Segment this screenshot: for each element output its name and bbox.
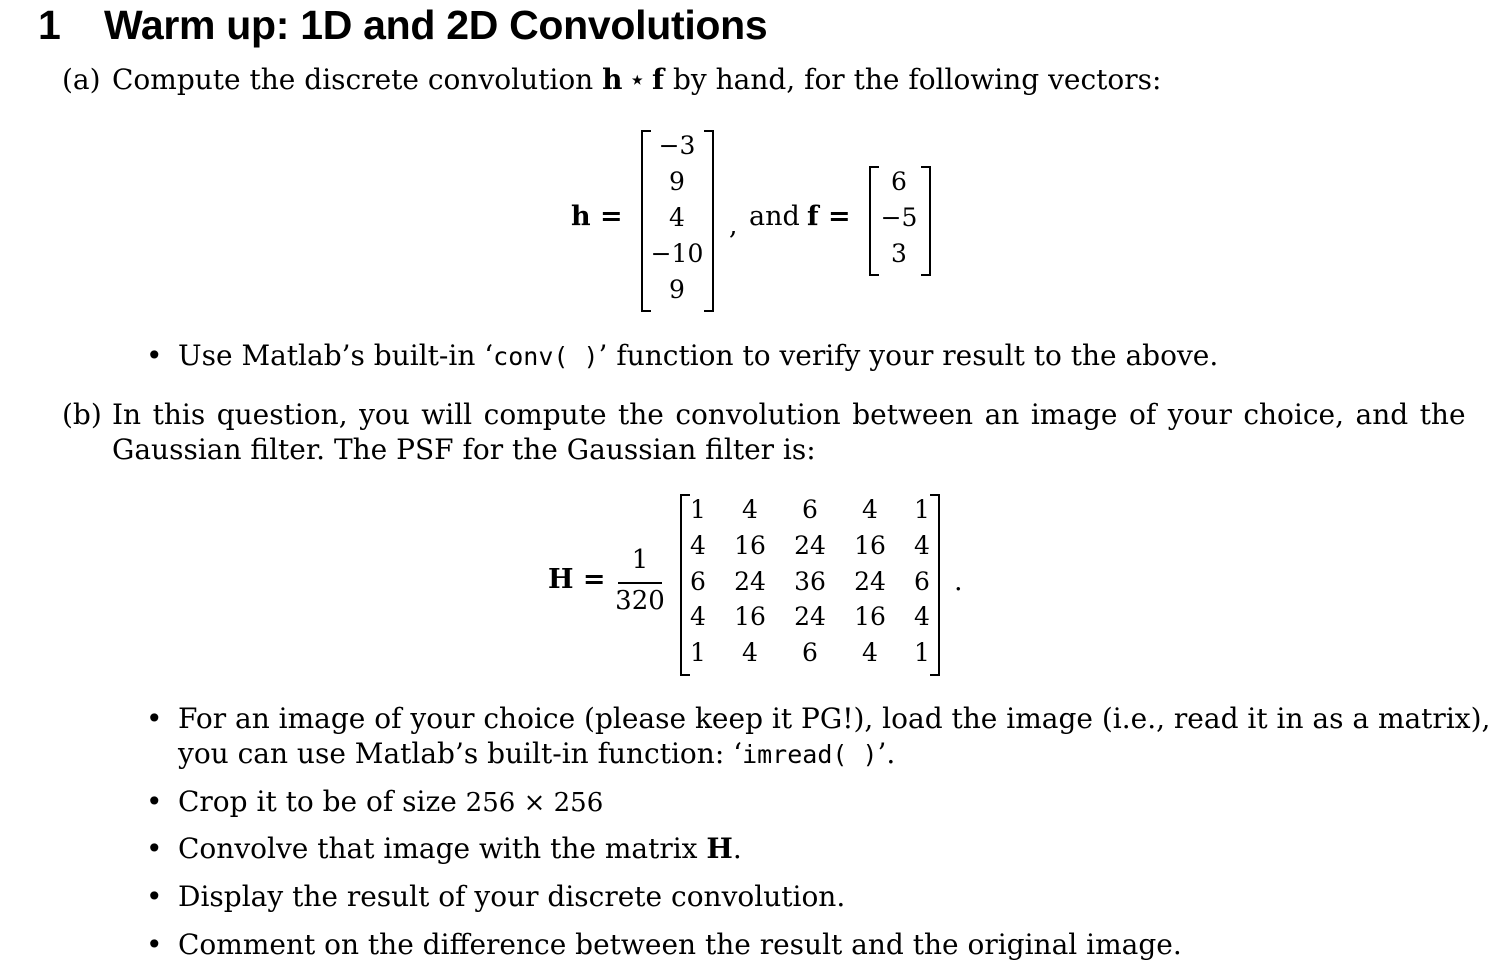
H-entry: 4: [862, 495, 878, 524]
code-imread: imread( ): [742, 740, 878, 769]
H-entry: 6: [914, 567, 930, 596]
f-entry: 3: [891, 239, 907, 268]
h-entry: 9: [669, 167, 685, 196]
f-vector-label: f =: [807, 201, 851, 232]
H-entry: 24: [734, 567, 766, 596]
H-entry: 4: [914, 602, 930, 631]
H-entry: 4: [862, 638, 878, 667]
bullet-symbol: •: [146, 880, 163, 913]
bullet-convolve: Convolve that image with the matrix H.: [178, 832, 742, 865]
fraction-numerator: 1: [631, 545, 649, 575]
h-entry: 4: [669, 203, 685, 232]
f-entry: 6: [891, 167, 907, 196]
bullet-symbol: •: [146, 832, 163, 865]
H-entry: 24: [794, 531, 826, 560]
part-a-text-after: by hand, for the following vectors:: [664, 63, 1162, 96]
H-entry: 4: [914, 531, 930, 560]
H-entry: 16: [854, 602, 886, 631]
H-entry: 6: [802, 495, 818, 524]
H-entry: 24: [854, 567, 886, 596]
code-conv: conv( ): [493, 342, 599, 371]
H-entry: 4: [742, 495, 758, 524]
math-H: H: [706, 832, 733, 865]
h-vector-label: h =: [571, 201, 623, 232]
part-a-label: (a): [62, 63, 101, 96]
H-entry: 6: [802, 638, 818, 667]
h-entry: −10: [650, 239, 704, 268]
bullet-symbol: •: [146, 339, 163, 372]
H-entry: 4: [690, 602, 706, 631]
bullet-load-image-line2: you can use Matlab’s built-in function: ‘imread( )’.: [178, 737, 896, 770]
star-operator: ⋆: [628, 63, 646, 96]
H-entry: 16: [854, 531, 886, 560]
H-entry: 4: [690, 531, 706, 560]
fraction-bar: [618, 582, 662, 584]
math-size: 256 × 256: [465, 788, 604, 818]
bullet-symbol: •: [146, 702, 163, 735]
bullet-comment: Comment on the difference between the result and the original image.: [178, 928, 1182, 961]
comma: ,: [729, 210, 738, 241]
bullet-load-image-line1: For an image of your choice (please keep it PG!), load the image (i.e., read it in as a matrix),: [178, 702, 1491, 735]
H-entry: 36: [794, 567, 826, 596]
part-a-bullet: Use Matlab’s built-in ‘conv( )’ function to verify your result to the above.: [178, 339, 1219, 372]
bullet-crop: Crop it to be of size 256 × 256: [178, 785, 604, 818]
section-title: Warm up: 1D and 2D Convolutions: [104, 2, 768, 48]
H-entry: 1: [690, 638, 706, 667]
part-b-line1: In this question, you will compute the convolution between an image of your choice, and the: [112, 398, 1466, 431]
and-text: and: [749, 201, 800, 232]
part-a-text-before: Compute the discrete convolution: [112, 63, 603, 96]
H-entry: 1: [690, 495, 706, 524]
H-entry: 1: [914, 638, 930, 667]
H-entry: 24: [794, 602, 826, 631]
math-f: f: [652, 63, 665, 96]
math-h: h: [602, 63, 623, 96]
h-entry: 9: [669, 275, 685, 304]
h-entry: −3: [658, 131, 696, 160]
fraction-denominator: 320: [615, 586, 665, 616]
H-entry: 4: [742, 638, 758, 667]
part-b-label: (b): [62, 398, 102, 431]
H-entry: 6: [690, 567, 706, 596]
H-entry: 1: [914, 495, 930, 524]
H-entry: 16: [734, 531, 766, 560]
section-number: 1: [38, 2, 61, 48]
bullet-symbol: •: [146, 785, 163, 818]
bullet-symbol: •: [146, 928, 163, 961]
H-label: H =: [548, 564, 606, 595]
H-entry: 16: [734, 602, 766, 631]
f-entry: −5: [880, 203, 918, 232]
part-b-line2: Gaussian filter. The PSF for the Gaussian filter is:: [112, 433, 816, 466]
matrix-period: .: [954, 566, 963, 597]
bullet-display: Display the result of your discrete convolution.: [178, 880, 846, 913]
part-a-question: [112, 62, 1161, 97]
